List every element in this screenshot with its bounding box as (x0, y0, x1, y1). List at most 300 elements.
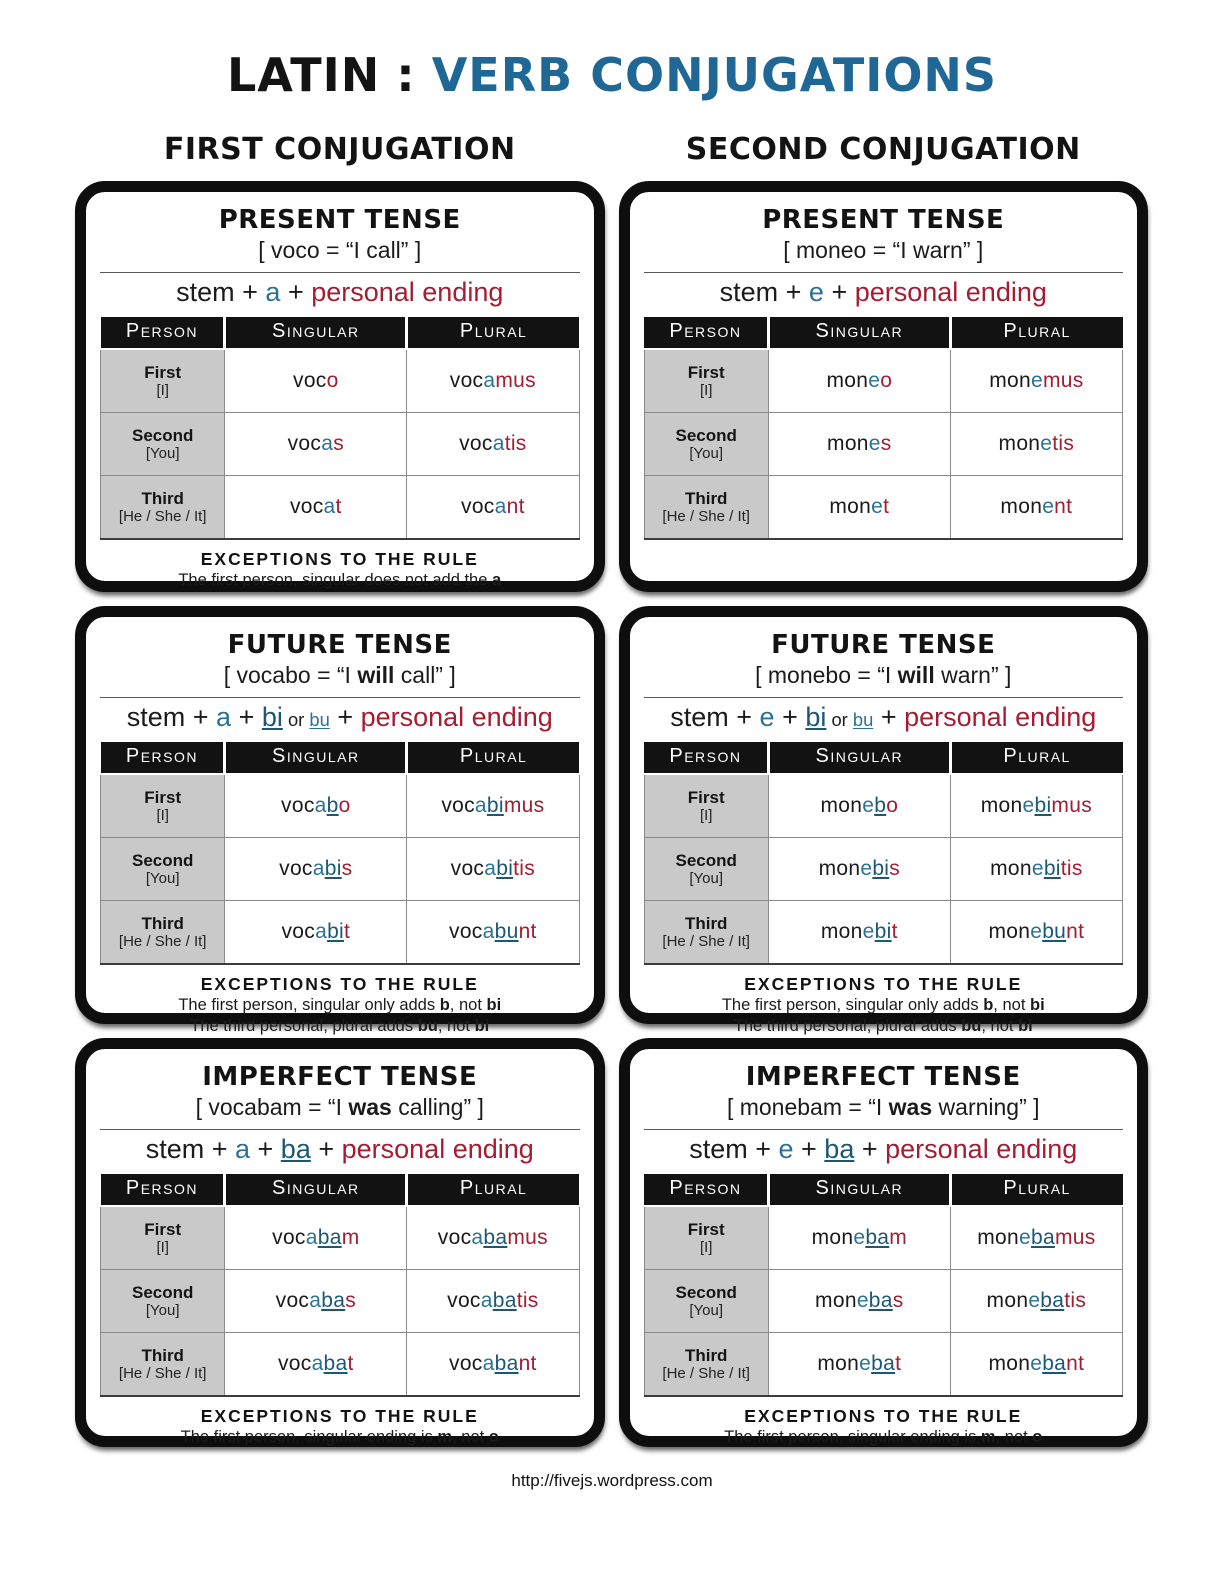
text-segment: nt (1066, 920, 1085, 944)
text-segment: voc (289, 495, 324, 519)
verb-form-singular (225, 1206, 407, 1270)
verb-form-plural (950, 476, 1122, 540)
conjugation-panel (75, 1038, 605, 1447)
text-segment: voc (277, 1352, 312, 1376)
person-cell (101, 901, 225, 965)
text-segment: a (482, 1352, 495, 1376)
conjugation-table (644, 742, 1124, 965)
text-segment: tis (1064, 1289, 1087, 1313)
text-segment: ba (1042, 1352, 1067, 1376)
conjugation-row (101, 413, 580, 476)
text-segment: a (482, 920, 495, 944)
text-segment: voc (293, 369, 327, 393)
text-segment: voc (461, 495, 495, 519)
text-segment: personal ending (854, 277, 1047, 308)
text-segment: s (892, 1289, 904, 1313)
col-header-person: Person (644, 1174, 768, 1206)
conjugation-panel (619, 181, 1149, 592)
divider-line (644, 272, 1124, 273)
verb-form-plural (407, 349, 579, 413)
text-segment: , not (993, 996, 1030, 1015)
text-segment: e (862, 794, 875, 818)
text-segment: stem + (689, 1134, 779, 1165)
text-segment: e (868, 432, 881, 456)
person-cell (644, 413, 768, 476)
person-label: Second (675, 850, 737, 870)
text-segment: warning” ] (932, 1093, 1040, 1120)
verb-form-plural (950, 1270, 1122, 1333)
person-label: Third (141, 913, 184, 933)
verb-form-plural (950, 1206, 1122, 1270)
conjugation-row (644, 413, 1123, 476)
exceptions-title: EXCEPTIONS TO THE RULE (744, 974, 1023, 995)
formula (640, 1133, 1128, 1167)
text-segment: [ monebam = “I (726, 1093, 889, 1120)
formula (96, 1133, 584, 1167)
text-segment: bi (1043, 857, 1061, 881)
verb-form-plural (950, 1333, 1122, 1397)
text-segment: mus (1054, 1226, 1096, 1250)
text-segment: e (1028, 1289, 1041, 1313)
verb-form-singular (225, 413, 407, 476)
text-segment: s (889, 857, 901, 881)
text-segment: voc (437, 1226, 472, 1250)
text-segment: a (315, 920, 328, 944)
text-segment: or (826, 709, 853, 731)
verb-form-singular (768, 901, 950, 965)
text-segment: [ monebo = “I (755, 661, 898, 688)
text-segment: nt (506, 495, 525, 519)
tense-example (96, 1093, 584, 1122)
text-segment: bu (1042, 920, 1067, 944)
exceptions-lines (640, 1427, 1128, 1448)
text-segment: e (1018, 1226, 1031, 1250)
text-segment: mon (827, 432, 869, 456)
tense-title: PRESENT TENSE (762, 205, 1005, 235)
conjugation-table (100, 1174, 580, 1397)
person-pronoun: [I] (156, 382, 169, 400)
conjugation-row (644, 901, 1123, 965)
text-segment: ba (1030, 1226, 1055, 1250)
text-segment: voc (449, 369, 484, 393)
person-pronoun: [I] (156, 1239, 169, 1257)
text-segment: b (439, 996, 450, 1015)
person-label: Third (141, 488, 184, 508)
tense-example (640, 661, 1128, 690)
text-segment: was (348, 1093, 392, 1120)
conjugation-table (100, 317, 580, 540)
text-segment: mon (826, 369, 869, 393)
conjugation-row (644, 1270, 1123, 1333)
text-segment: a (471, 1226, 484, 1250)
text-segment: warn” ] (934, 661, 1012, 688)
text-segment: mus (1051, 794, 1092, 818)
col-header-person: Person (101, 742, 225, 774)
table-head (101, 742, 580, 774)
text-segment: e (853, 1226, 866, 1250)
verb-form-singular (768, 413, 950, 476)
person-cell (101, 774, 225, 838)
text-segment: personal ending (341, 1134, 534, 1165)
text-segment: call” ] (394, 661, 456, 688)
text-segment: voc (441, 794, 475, 818)
exception-line (640, 995, 1128, 1016)
text-segment: a (323, 495, 336, 519)
text-segment: a (234, 1134, 251, 1165)
tense-example (96, 236, 584, 265)
text-segment: stem + (126, 702, 217, 733)
verb-form-singular (225, 349, 407, 413)
person-label: Third (684, 1345, 728, 1365)
col-header-singular: Singular (768, 317, 950, 349)
text-segment: b (874, 794, 887, 818)
table-head (644, 1174, 1123, 1206)
verb-form-plural (950, 413, 1122, 476)
person-pronoun: [He / She / It] (662, 933, 750, 951)
conjugation-row (101, 349, 580, 413)
text-segment: bi (1034, 794, 1052, 818)
tense-title: IMPERFECT TENSE (745, 1062, 1021, 1092)
formula (640, 701, 1128, 735)
conjugation-panel (75, 181, 605, 592)
person-cell (644, 774, 768, 838)
person-cell (644, 476, 768, 540)
verb-form-plural (407, 774, 579, 838)
text-segment: nt (1054, 495, 1073, 519)
exception-line (640, 1016, 1128, 1037)
text-segment: personal ending (360, 702, 553, 733)
text-segment: mon (811, 1226, 854, 1250)
col-header-singular: Singular (768, 742, 950, 774)
text-segment: o (880, 369, 893, 393)
formula (640, 276, 1128, 310)
verb-form-singular (225, 476, 407, 540)
exceptions-lines (96, 995, 584, 1036)
text-segment: + (250, 1134, 281, 1165)
text-segment: [ voco = “I call” ] (258, 236, 422, 263)
text-segment: e (778, 1134, 794, 1165)
text-segment: ba (871, 1352, 896, 1376)
person-label: First (687, 1219, 725, 1239)
verb-form-singular (225, 901, 407, 965)
conjugation-row (101, 774, 580, 838)
person-pronoun: [You] (145, 1302, 180, 1320)
text-segment: a (216, 702, 232, 733)
person-label: Third (684, 913, 728, 933)
text-segment: voc (281, 794, 315, 818)
verb-form-singular (768, 774, 950, 838)
text-segment: e (871, 495, 884, 519)
verb-form-singular (768, 349, 950, 413)
formula (96, 276, 584, 310)
person-label: Third (141, 1345, 184, 1365)
text-segment: + (329, 702, 361, 733)
table-body (644, 349, 1123, 539)
table-header-row (101, 742, 580, 774)
divider-line (100, 272, 580, 273)
first-conjugation-header: FIRST CONJUGATION (163, 132, 516, 167)
text-segment: The third personal, plural adds (733, 1016, 962, 1035)
text-segment: e (1031, 857, 1044, 881)
table-head (644, 742, 1123, 774)
exception-line (96, 570, 584, 591)
verb-form-singular (768, 1206, 950, 1270)
exceptions-section (96, 974, 584, 1036)
text-segment: bi (1030, 996, 1045, 1015)
conjugation-panel (619, 1038, 1149, 1447)
text-segment: tis (1052, 432, 1075, 456)
text-segment: mon (989, 369, 1031, 393)
person-label: Second (132, 850, 194, 870)
text-segment: o (488, 1428, 499, 1447)
col-header-singular: Singular (225, 1174, 407, 1206)
text-segment: voc (279, 857, 313, 881)
text-segment: , not (437, 1016, 475, 1035)
verb-form-singular (768, 1270, 950, 1333)
text-segment: bi (327, 920, 345, 944)
divider-line (100, 697, 580, 698)
exception-line (96, 995, 584, 1016)
person-cell (644, 349, 768, 413)
text-segment: mon (986, 1289, 1029, 1313)
text-segment: [ vocabam = “I (195, 1093, 349, 1120)
verb-form-plural (407, 476, 579, 540)
text-segment: mon (820, 920, 863, 944)
text-segment: voc (459, 432, 493, 456)
verb-form-plural (407, 901, 579, 965)
text-segment: voc (281, 920, 316, 944)
text-segment: + (793, 1134, 825, 1165)
text-segment: s (341, 857, 353, 881)
text-segment: a (480, 1289, 493, 1313)
table-body (101, 1206, 580, 1396)
text-segment: mus (507, 1226, 548, 1250)
text-segment: mon (988, 1352, 1031, 1376)
exceptions-title: EXCEPTIONS TO THE RULE (200, 974, 479, 995)
verb-form-singular (768, 476, 950, 540)
text-segment: a (474, 794, 487, 818)
col-header-singular: Singular (768, 1174, 950, 1206)
text-segment: mus (1042, 369, 1084, 393)
conjugation-row (101, 901, 580, 965)
verb-form-singular (768, 1333, 950, 1397)
text-segment: o (338, 794, 351, 818)
text-segment: was (888, 1093, 933, 1120)
conjugation-row (644, 476, 1123, 540)
text-segment: a (314, 794, 327, 818)
verb-form-plural (407, 1333, 579, 1397)
text-segment: mon (977, 1226, 1019, 1250)
verb-form-plural (950, 774, 1122, 838)
verb-form-singular (768, 838, 950, 901)
text-segment: will (897, 661, 935, 688)
text-segment: stem + (145, 1134, 235, 1165)
text-segment: mon (1000, 495, 1043, 519)
text-segment: e (759, 702, 775, 733)
exceptions-lines (640, 995, 1128, 1036)
exceptions-title: EXCEPTIONS TO THE RULE (200, 1406, 479, 1427)
text-segment: mon (818, 857, 861, 881)
person-cell (101, 1333, 225, 1397)
text-segment: voc (449, 1352, 483, 1376)
text-segment: e (808, 277, 824, 308)
conjugation-row (644, 1206, 1123, 1270)
text-segment: m (341, 1226, 360, 1250)
text-segment: mon (988, 920, 1031, 944)
col-header-plural: Plural (407, 1174, 579, 1206)
column-headers (75, 132, 1148, 167)
person-pronoun: [He / She / It] (118, 1365, 207, 1383)
text-segment: + (873, 702, 905, 733)
text-segment: + (310, 1134, 342, 1165)
text-segment: + (280, 277, 312, 308)
text-segment: The first person, singular ending is (724, 1428, 981, 1447)
text-segment: e (1030, 920, 1043, 944)
text-segment: t (895, 1352, 902, 1376)
conjugation-table (100, 742, 580, 965)
text-segment: o (886, 794, 899, 818)
text-segment: tis (1060, 857, 1083, 881)
table-body (101, 349, 580, 539)
text-segment: o (326, 369, 339, 393)
person-pronoun: [You] (689, 870, 724, 888)
text-segment: , not (452, 1428, 489, 1447)
text-segment: a (265, 277, 281, 308)
exceptions-title: EXCEPTIONS TO THE RULE (744, 1406, 1023, 1427)
page-title (0, 0, 1224, 102)
text-segment: voc (272, 1226, 306, 1250)
conjugation-panel (619, 606, 1149, 1035)
text-segment: mus (503, 794, 545, 818)
text-segment: personal ending (311, 277, 504, 308)
text-segment: bi (324, 857, 342, 881)
footer-url: http://fivejs.wordpress.com (511, 1471, 713, 1490)
person-label: Second (675, 1282, 737, 1302)
tense-title: FUTURE TENSE (771, 630, 996, 660)
table-header-row (644, 1174, 1123, 1206)
verb-form-plural (950, 349, 1122, 413)
conjugation-row (644, 349, 1123, 413)
text-segment: o (1032, 1428, 1043, 1447)
text-segment: a (311, 1352, 324, 1376)
text-segment: t (891, 920, 898, 944)
text-segment: bi (486, 794, 504, 818)
person-cell (101, 413, 225, 476)
text-segment: e (860, 857, 873, 881)
text-segment: t (335, 495, 342, 519)
person-cell (644, 901, 768, 965)
text-segment: mon (817, 1352, 860, 1376)
conjugation-table (644, 1174, 1124, 1397)
person-label: First (687, 787, 725, 807)
text-segment: bi (261, 702, 283, 733)
text-segment: mon (990, 857, 1032, 881)
text-segment: a (309, 1289, 322, 1313)
text-segment: bu (417, 1016, 438, 1035)
text-segment: ba (483, 1226, 508, 1250)
text-segment: ba (868, 1289, 893, 1313)
exception-line (96, 1016, 584, 1037)
text-segment: s (880, 432, 892, 456)
text-segment: stem + (719, 277, 809, 308)
divider-line (644, 697, 1124, 698)
exceptions-title: EXCEPTIONS TO THE RULE (200, 549, 479, 570)
col-header-person: Person (644, 742, 768, 774)
text-segment: , not (449, 996, 487, 1015)
text-segment: ba (1040, 1289, 1065, 1313)
exception-line (96, 1427, 584, 1448)
text-segment: ba (321, 1289, 346, 1313)
text-segment: ba (494, 1352, 519, 1376)
verb-form-plural (950, 901, 1122, 965)
text-segment: personal ending (885, 1134, 1078, 1165)
table-body (644, 774, 1123, 964)
text-segment: + (823, 277, 855, 308)
text-segment: e (862, 920, 875, 944)
page-title-latin: LATIN (226, 48, 381, 102)
person-cell (644, 1206, 768, 1270)
conjugation-row (101, 476, 580, 540)
table-header-row (644, 742, 1123, 774)
text-segment: or (282, 709, 310, 731)
tense-title: PRESENT TENSE (218, 205, 461, 235)
text-segment: stem + (176, 277, 266, 308)
text-segment: nt (518, 920, 537, 944)
text-segment: + (854, 1134, 886, 1165)
table-body (101, 774, 580, 964)
text-segment: + (774, 702, 806, 733)
exceptions-lines (96, 1427, 584, 1448)
col-header-person: Person (101, 1174, 225, 1206)
person-cell (644, 1270, 768, 1333)
text-segment: ba (323, 1352, 348, 1376)
text-segment: ba (317, 1226, 342, 1250)
text-segment: mon (815, 1289, 857, 1313)
text-segment: bi (474, 1016, 490, 1035)
text-segment: t (347, 1352, 354, 1376)
col-header-person: Person (644, 317, 768, 349)
person-label: Second (132, 1282, 194, 1302)
person-label: First (144, 362, 182, 382)
text-segment: stem + (670, 702, 760, 733)
tense-example (640, 1093, 1128, 1122)
verb-form-plural (407, 1206, 579, 1270)
exceptions-section (96, 1406, 584, 1448)
exceptions-section (640, 974, 1128, 1036)
text-segment: mus (495, 369, 536, 393)
text-segment: a (484, 857, 497, 881)
text-segment: , not (995, 1428, 1033, 1447)
text-segment: bi (496, 857, 514, 881)
panels-grid (75, 181, 1148, 1447)
formula (96, 701, 584, 735)
text-segment: a (494, 495, 507, 519)
text-segment: bu (961, 1016, 982, 1035)
person-label: First (144, 1219, 182, 1239)
text-segment: will (357, 661, 395, 688)
text-segment: t (883, 495, 890, 519)
page-title-subject: VERB CONJUGATIONS (431, 48, 998, 102)
text-segment: bi (874, 920, 892, 944)
text-segment: m (889, 1226, 908, 1250)
person-pronoun: [I] (699, 1239, 713, 1257)
text-segment: e (1030, 369, 1043, 393)
text-segment: bu (494, 920, 519, 944)
person-cell (101, 1270, 225, 1333)
col-header-singular: Singular (225, 742, 407, 774)
text-segment: e (1030, 1352, 1043, 1376)
text-segment: personal ending (904, 702, 1097, 733)
